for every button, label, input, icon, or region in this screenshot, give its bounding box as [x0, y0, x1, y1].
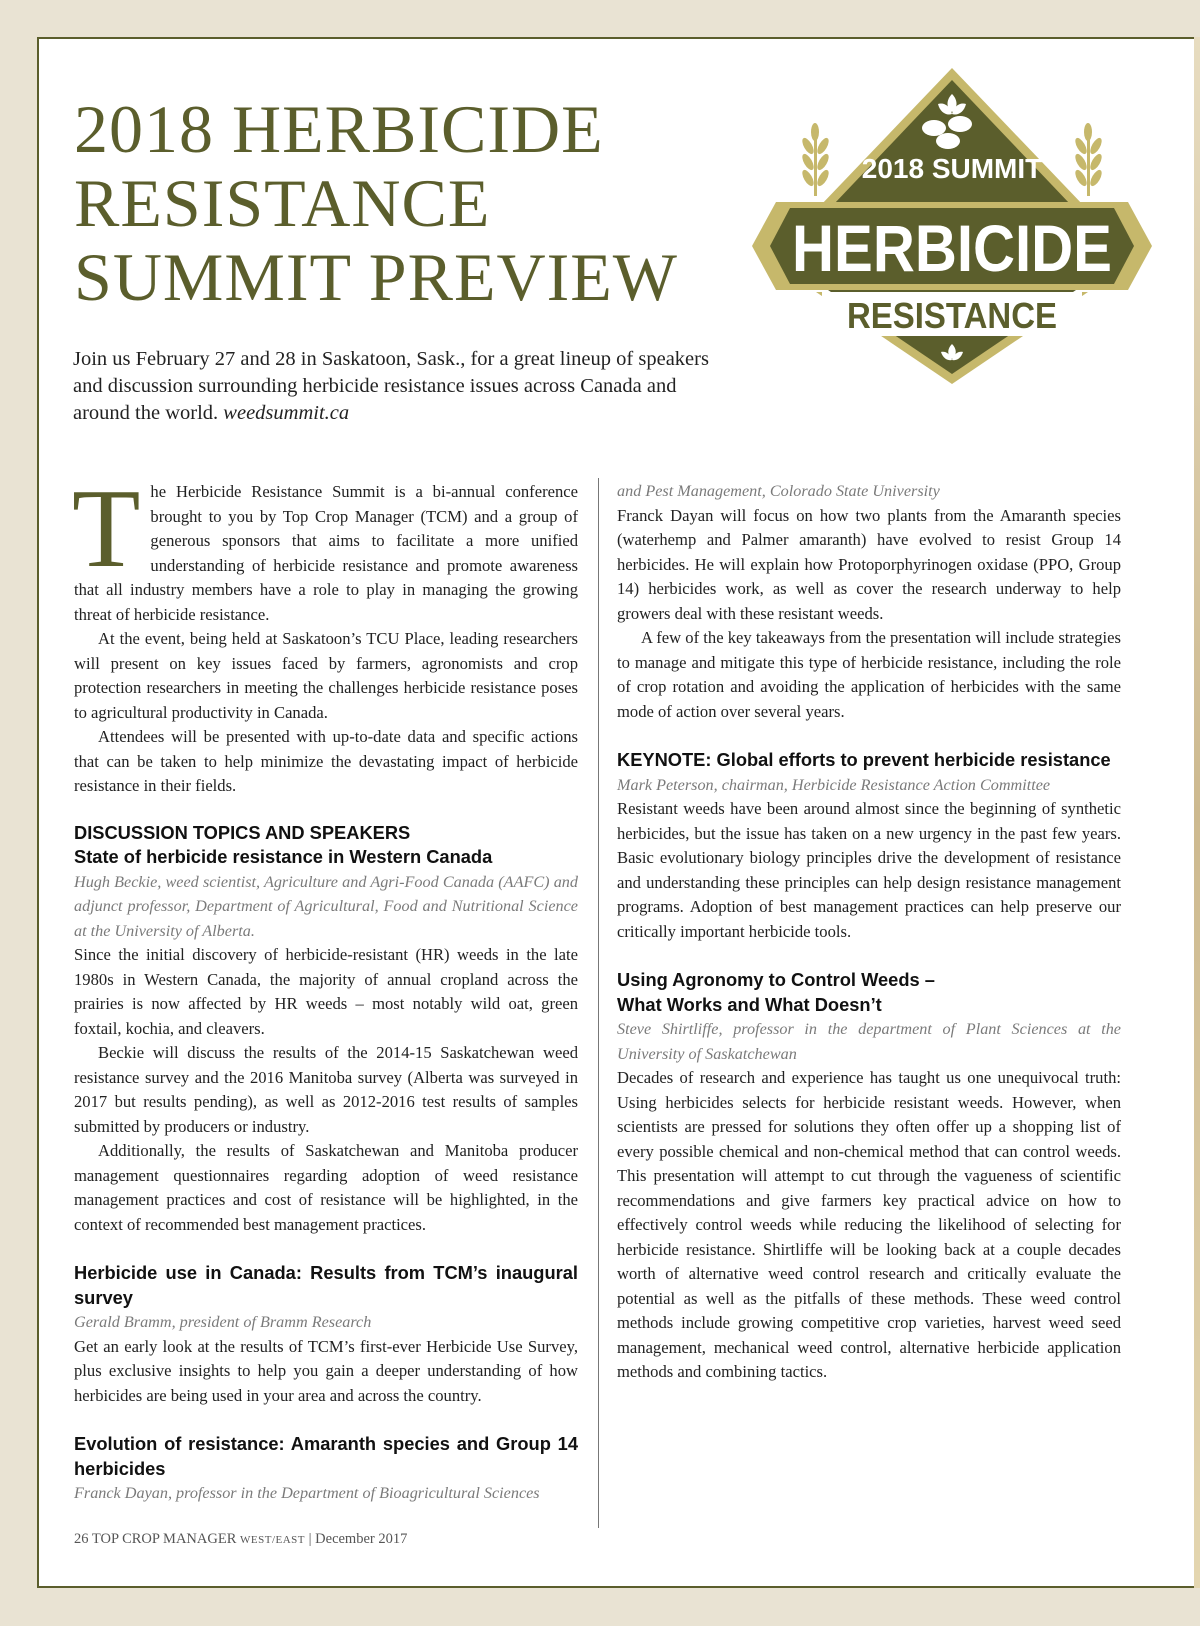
intro-text: Join us February 27 and 28 in Saskatoon, Sask., for a great lineup of speakers and discussion surrounding herbicide resistance issues across Canada and around the world.	[73, 348, 709, 424]
paragraph: Since the initial discovery of herbicide-resistant (HR) weeds in the late 1980s in Western Canada, the majority of annual cropland across the prairies is now affected by HR weeds – most notably wild oat, green foxtail, kochia, and cleavers.	[74, 945, 578, 1038]
speaker-byline: Hugh Beckie, weed scientist, Agriculture and Agri-Food Canada (AAFC) and adjunct professor, Department of Agricultural, Food and Nutritional Science at the University of Alberta.	[74, 872, 578, 940]
summit-url-link[interactable]: weedsummit.ca	[223, 402, 350, 424]
logo-sub-text: RESISTANCE	[847, 295, 1057, 336]
magazine-name: TOP CROP MANAGER	[91, 1531, 237, 1547]
speaker-byline: Mark Peterson, chairman, Herbicide Resistance Action Committee	[617, 775, 1051, 794]
edition-label: WEST/EAST	[240, 1534, 305, 1546]
paragraph: Attendees will be presented with up-to-date data and specific actions that can be taken to help minimize the devastating impact of herbicide resistance in their fields.	[74, 727, 578, 795]
left-column	[72, 467, 578, 1506]
intro-paragraph	[73, 346, 713, 427]
logo-main-text: HERBICIDE	[792, 211, 1112, 285]
page-footer	[74, 1531, 407, 1548]
paragraph: A few of the key takeaways from the presentation will include strategies to manage and mitigate this type of herbicide resistance, including the role of crop rotation and avoiding the application of herbicides with the same mode of action over several years.	[617, 628, 1121, 721]
paragraph: Franck Dayan will focus on how two plants from the Amaranth species (waterhemp and Palmer amaranth) have evolved to resist Group 14 herbicides. He will explain how Protoporphyrinogen oxidase (PPO, Group 14) herbicides work, as well as cover the research underway to help growers deal with these resistant weeds.	[617, 505, 1121, 623]
speaker-byline: Gerald Bramm, president of Bramm Research	[74, 1313, 372, 1331]
issue-date: December 2017	[315, 1531, 408, 1547]
speaker-byline-continued: and Pest Management, Colorado State University	[617, 482, 940, 500]
paragraph: Decades of research and experience has taught us one unequivocal truth: Using herbicides selects for herbicide resistant weeds. However, when scientists are pressed for solutions they often offer up a shopping list of every possible chemical and non-chemical method that can control weeds. This presentation will attempt to cut through the vagueness of scientific recommendations and give farmers key practical advice on how to effectively control weeds while reducing the likelihood of selecting for herbicide resistance. Shirtliffe will be looking back at a couple decades worth of alternative weed control research and critically evaluate the potential as well as the pitfalls of these methods. These weed control methods include growing competitive crop varieties, harvest weed seed management, mechanical weed control, alternative herbicide application methods and combining tactics.	[617, 1068, 1121, 1381]
paragraph: Get an early look at the results of TCM’s first-ever Herbicide Use Survey, plus exclusive insights to help you gain a deeper understanding of how herbicides are being used in your area and across the country.	[74, 1336, 578, 1405]
summit-logo	[752, 66, 1152, 406]
paragraph: Additionally, the results of Saskatchewan and Manitoba producer management questionnaires regarding adoption of weed resistance management practices and cost of resistance will be highlighted, in the context of recommended best management practices.	[74, 1141, 578, 1234]
column-divider	[598, 478, 599, 1528]
wheat-left-icon	[800, 123, 831, 196]
section-heading-herbicide-use: Herbicide use in Canada: Results from TCM’s inaugural survey	[74, 1262, 578, 1308]
right-column	[617, 479, 1121, 1385]
logo-top-text: 2018 SUMMIT	[861, 153, 1043, 184]
title-line-2: RESISTANCE	[74, 165, 491, 241]
wheat-right-icon	[1073, 123, 1104, 196]
paragraph: Beckie will discuss the results of the 2014-15 Saskatchewan weed resistance survey and the 2016 Manitoba survey (Alberta was surveyed in 2017 but results pending), as well as 2012-2016 test results of samples submitted by producers or industry.	[74, 1043, 578, 1136]
speaker-byline: Franck Dayan, professor in the Department of Bioagricultural Sciences	[74, 1484, 540, 1502]
footer-separator: |	[308, 1531, 312, 1547]
section-heading-keynote: KEYNOTE: Global efforts to prevent herbicide resistance	[617, 749, 1111, 770]
title-line-3: SUMMIT PREVIEW	[74, 239, 678, 315]
opening-paragraph: The Herbicide Resistance Summit is a bi-annual conference brought to you by Top Crop Manager (TCM) and a group of generous sponsors that aims to facilitate a more unified understanding of herbicide resistance and promote awareness that all industry members have a role to play in managing the growing threat of herbicide resistance.	[72, 467, 578, 624]
adjacent-page-edge	[1194, 37, 1200, 1588]
section-heading-agronomy: Using Agronomy to Control Weeds – What Works and What Doesn’t	[617, 969, 935, 1015]
paragraph: Resistant weeds have been around almost since the beginning of synthetic herbicides, but the issue has taken on a new urgency in the past few years. Basic evolutionary biology principles drive the development of resistance and understanding these principles can help design resistance management programs. Adoption of best management practices can help preserve our critically important herbicide tools.	[617, 799, 1121, 941]
paragraph: At the event, being held at Saskatoon’s TCU Place, leading researchers will present on key issues faced by farmers, agronomists and crop protection researchers in meeting the challenges herbicide resistance poses to agricultural productivity in Canada.	[74, 629, 578, 722]
speaker-byline: Steve Shirtliffe, professor in the department of Plant Sciences at the University of Saskatchewan	[617, 1020, 1121, 1063]
section-heading-western-canada: State of herbicide resistance in Western Canada	[74, 846, 493, 867]
page-number: 26	[74, 1531, 89, 1547]
article-title	[74, 92, 714, 314]
section-heading-evolution: Evolution of resistance: Amaranth species and Group 14 herbicides	[74, 1433, 578, 1479]
title-line-1: 2018 HERBICIDE	[74, 91, 604, 167]
discussion-topics-heading: DISCUSSION TOPICS AND SPEAKERS	[74, 821, 411, 843]
drop-cap: T	[72, 467, 141, 591]
